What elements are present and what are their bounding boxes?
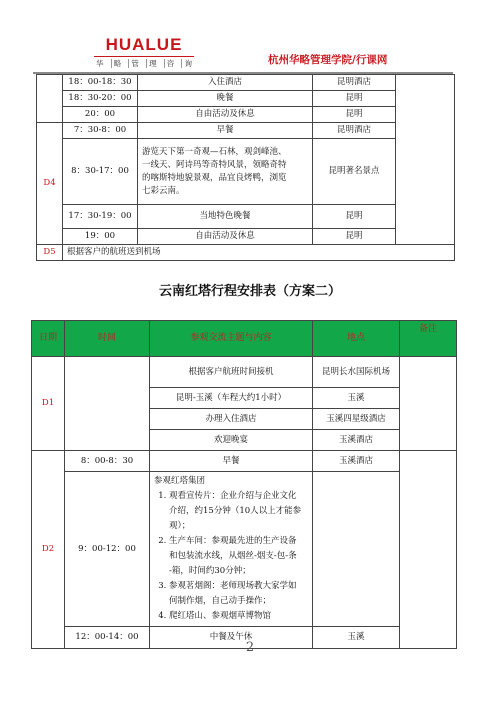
table-row	[32, 451, 457, 472]
activity-line: 游览天下第一奇观—石林，观剑峰池、	[142, 146, 287, 157]
list-line: 生产车间：参观最先进的生产设备	[169, 536, 297, 546]
table-row	[32, 472, 457, 627]
activity-cell: 欢迎晚宴	[150, 430, 313, 451]
table-row	[37, 205, 455, 229]
table-row	[37, 139, 455, 205]
section-title: 云南红塔行程安排表（方案二）	[158, 284, 341, 299]
visit-heading: 参观红塔集团	[154, 476, 206, 486]
day-cell-d4: D4	[37, 123, 63, 245]
time-cell: 19：00	[63, 229, 138, 245]
place-cell: 玉溪	[313, 388, 400, 409]
time-cell: 18：30-20：00	[63, 91, 138, 107]
header-topic: 参观交流主题与内容	[150, 321, 313, 357]
activity-cell: 自由活动及休息	[138, 107, 313, 123]
note-cell	[400, 451, 457, 649]
list-item	[169, 534, 308, 579]
place-cell: 昆明酒店	[313, 123, 396, 139]
note-cell	[400, 357, 457, 451]
activity-cell: 自由活动及休息	[138, 229, 313, 245]
table-row	[37, 107, 455, 123]
activity-cell: 昆明-玉溪（车程大约1小时）	[150, 388, 313, 409]
activity-cell: 入住酒店	[138, 75, 313, 91]
place-cell: 昆明	[313, 107, 396, 123]
activity-cell-detail	[138, 139, 313, 205]
list-line: 何制作烟，自己动手操作；	[169, 596, 272, 606]
day-cell-d2: D2	[32, 451, 65, 649]
time-cell-empty	[65, 357, 150, 451]
activity-cell: 根据客户航班时间接机	[150, 357, 313, 388]
logo-subtitle	[94, 56, 194, 68]
place-cell: 昆明酒店	[313, 75, 396, 91]
hualue-logo	[94, 36, 194, 68]
place-cell	[313, 472, 400, 627]
visit-list	[154, 489, 308, 624]
logo-sub-char: 咨	[164, 59, 177, 68]
list-line: 参观茗烟阁：老师现场教大家学如	[169, 581, 297, 591]
table-row	[37, 245, 455, 261]
visit-detail-cell	[150, 472, 313, 627]
place-cell: 玉溪四星级酒店	[313, 409, 400, 430]
table-row	[37, 229, 455, 245]
activity-line: 一线天、阿诗玛等奇特风景，领略奇特	[142, 159, 287, 170]
page-number: 2	[245, 640, 255, 655]
logo-sub-char: 略	[111, 59, 124, 68]
table-row	[32, 357, 457, 388]
activity-cell: 当地特色晚餐	[138, 205, 313, 229]
table-row	[37, 91, 455, 107]
activity-cell: 早餐	[150, 451, 313, 472]
place-cell: 昆明	[313, 91, 396, 107]
table-row	[37, 75, 455, 91]
header-place: 地点	[313, 321, 400, 357]
table-row	[37, 123, 455, 139]
place-cell: 昆明	[313, 229, 396, 245]
logo-sub-char: 华	[96, 59, 104, 68]
activity-line: 的喀斯特地貌景观，品宜良烤鸭，浏览	[142, 172, 287, 183]
activity-cell: 根据客户的航班送到机场	[63, 245, 455, 261]
activity-cell: 办理入住酒店	[150, 409, 313, 430]
table-header-row	[32, 321, 457, 357]
place-cell: 昆明	[313, 205, 396, 229]
activity-cell: 早餐	[138, 123, 313, 139]
list-line: 介绍，约15分钟（10人以上才能参	[169, 506, 302, 516]
header-note: 备注	[400, 321, 457, 357]
place-cell: 昆明长水国际机场	[313, 357, 400, 388]
list-item	[169, 489, 308, 534]
place-cell: 昆明著名景点	[313, 139, 396, 205]
logo-sub-char: 询	[181, 59, 194, 68]
list-item	[169, 579, 308, 609]
time-cell: 8：30-17：00	[63, 139, 138, 205]
time-cell: 20：00	[63, 107, 138, 123]
place-cell: 玉溪	[313, 627, 400, 649]
time-cell: 12：00-14：00	[65, 627, 150, 649]
note-cell	[396, 75, 455, 245]
day-cell-d5: D5	[37, 245, 63, 261]
list-line: 观看宣传片：企业介绍与企业文化	[169, 491, 297, 501]
activity-cell: 晚餐	[138, 91, 313, 107]
logo-sub-char: 理	[146, 59, 159, 68]
list-line: -箱，时间约30分钟；	[169, 566, 251, 576]
list-line: 和包装流水线，从烟丝-烟支-包-条	[169, 551, 297, 561]
itinerary-table-plan2	[31, 320, 457, 649]
activity-line: 七彩云南。	[142, 185, 185, 196]
place-cell: 玉溪酒店	[313, 451, 400, 472]
org-name: 杭州华略管理学院/行课网	[268, 54, 388, 66]
time-cell: 7：30-8：00	[63, 123, 138, 139]
logo-wordmark: HUALUE	[105, 35, 183, 54]
time-cell: 9：00-12：00	[65, 472, 150, 627]
list-line: 观）；	[169, 521, 191, 531]
day-cell-d3	[37, 75, 63, 123]
logo-sub-char: 管	[128, 59, 141, 68]
header-time: 时间	[65, 321, 150, 357]
time-cell: 8：00-8：30	[65, 451, 150, 472]
day-cell-d1: D1	[32, 357, 65, 451]
itinerary-table-continued	[36, 74, 455, 261]
list-item	[169, 609, 308, 624]
header-day: 日期	[32, 321, 65, 357]
time-cell: 17：30-19：00	[63, 205, 138, 229]
place-cell: 玉溪酒店	[313, 430, 400, 451]
list-line: 爬红塔山、参观烟草博物馆	[169, 611, 272, 621]
activity-cell: 中餐及午休	[150, 627, 313, 649]
time-cell: 18：00-18：30	[63, 75, 138, 91]
